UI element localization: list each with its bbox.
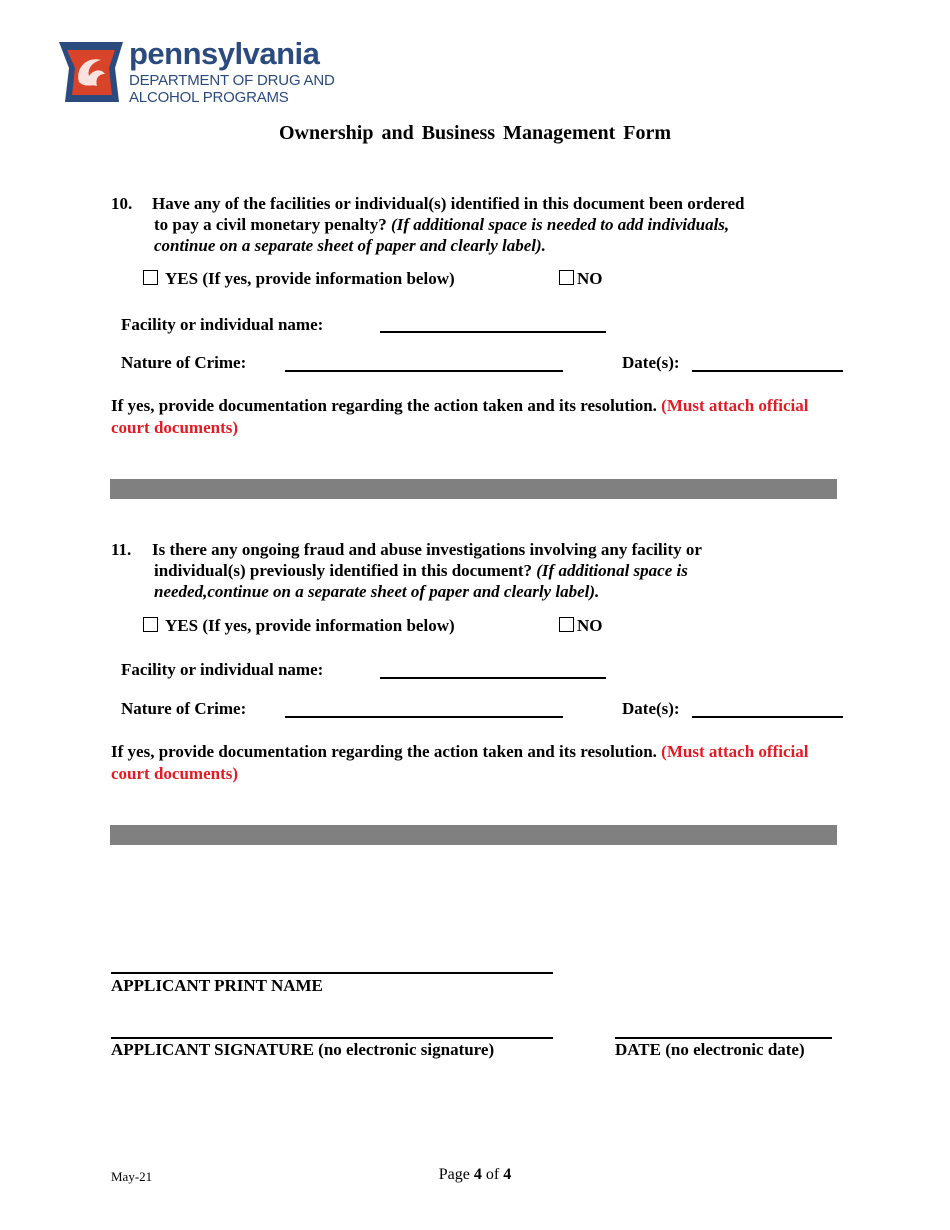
date-field[interactable] — [615, 1037, 832, 1039]
nature-of-crime-field[interactable] — [285, 716, 563, 718]
page-total: 4 — [503, 1166, 512, 1183]
dates-label: Date(s): — [622, 353, 680, 372]
section-divider — [110, 479, 837, 499]
question-number: 10. — [111, 194, 133, 213]
documentation-note — [111, 741, 841, 785]
dates-field[interactable] — [692, 716, 843, 718]
nature-of-crime-label: Nature of Crime: — [121, 353, 247, 372]
no-checkbox[interactable] — [559, 270, 574, 285]
nature-of-crime-field[interactable] — [285, 370, 563, 372]
no-checkbox-option[interactable] — [559, 616, 603, 636]
question-text-line1: Have any of the facilities or individual(s) identified in this document been ordered — [152, 194, 745, 213]
dates-label: Date(s): — [622, 699, 680, 718]
documentation-text: If yes, provide documentation regarding the action taken and its resolution. — [111, 742, 657, 761]
signature-field[interactable] — [111, 1037, 553, 1039]
page-of: of — [485, 1166, 500, 1183]
required-attachment-note: (Must attach official court documents) — [111, 742, 809, 783]
logo-department-line2: ALCOHOL PROGRAMS — [129, 89, 289, 106]
page-current: 4 — [473, 1166, 482, 1183]
required-attachment-note: (Must attach official court documents) — [111, 396, 809, 437]
form-title: Ownership and Business Management Form — [278, 122, 672, 144]
facility-name-label: Facility or individual name: — [121, 660, 324, 679]
question-instruction-cont: needed,continue on a separate sheet of paper and clearly label). — [154, 582, 600, 601]
page-prefix: Page — [438, 1166, 470, 1183]
agency-logo — [57, 36, 335, 108]
yes-label: YES (If yes, provide information below) — [165, 616, 455, 635]
yes-checkbox[interactable] — [143, 617, 158, 632]
question-number: 11. — [111, 540, 132, 559]
question-text-line2: to pay a civil monetary penalty? — [154, 215, 387, 234]
date-label: DATE (no electronic date) — [615, 1040, 805, 1059]
page-number — [0, 1166, 950, 1184]
no-label: NO — [577, 269, 603, 288]
yes-label: YES (If yes, provide information below) — [165, 269, 455, 288]
dates-field[interactable] — [692, 370, 843, 372]
no-checkbox-option[interactable] — [559, 269, 603, 289]
yes-checkbox[interactable] — [143, 270, 158, 285]
signature-label: APPLICANT SIGNATURE (no electronic signature) — [111, 1040, 495, 1059]
question-10 — [111, 193, 831, 256]
documentation-text: If yes, provide documentation regarding the action taken and its resolution. — [111, 396, 657, 415]
facility-name-label: Facility or individual name: — [121, 315, 324, 334]
facility-name-field[interactable] — [380, 677, 606, 679]
print-name-field[interactable] — [111, 972, 553, 974]
question-text-line2: individual(s) previously identified in this document? — [154, 561, 533, 580]
question-instruction: (If additional space is needed to add individuals, — [391, 215, 730, 234]
no-label: NO — [577, 616, 603, 635]
logo-wordmark: pennsylvania — [129, 36, 320, 71]
question-11 — [111, 539, 831, 602]
logo-department-line1: DEPARTMENT OF DRUG AND — [129, 72, 335, 89]
nature-of-crime-label: Nature of Crime: — [121, 699, 247, 718]
yes-checkbox-option[interactable] — [143, 269, 455, 289]
question-text-line1: Is there any ongoing fraud and abuse investigations involving any facility or — [152, 540, 702, 559]
yes-checkbox-option[interactable] — [143, 616, 455, 636]
facility-name-field[interactable] — [380, 331, 606, 333]
question-instruction: (If additional space is — [536, 561, 688, 580]
no-checkbox[interactable] — [559, 617, 574, 632]
question-instruction-cont: continue on a separate sheet of paper and clearly label). — [154, 236, 546, 255]
revision-date: May-21 — [111, 1169, 153, 1184]
documentation-note — [111, 395, 841, 439]
keystone-logo-icon — [57, 38, 125, 104]
section-divider — [110, 825, 837, 845]
print-name-label: APPLICANT PRINT NAME — [111, 976, 323, 995]
